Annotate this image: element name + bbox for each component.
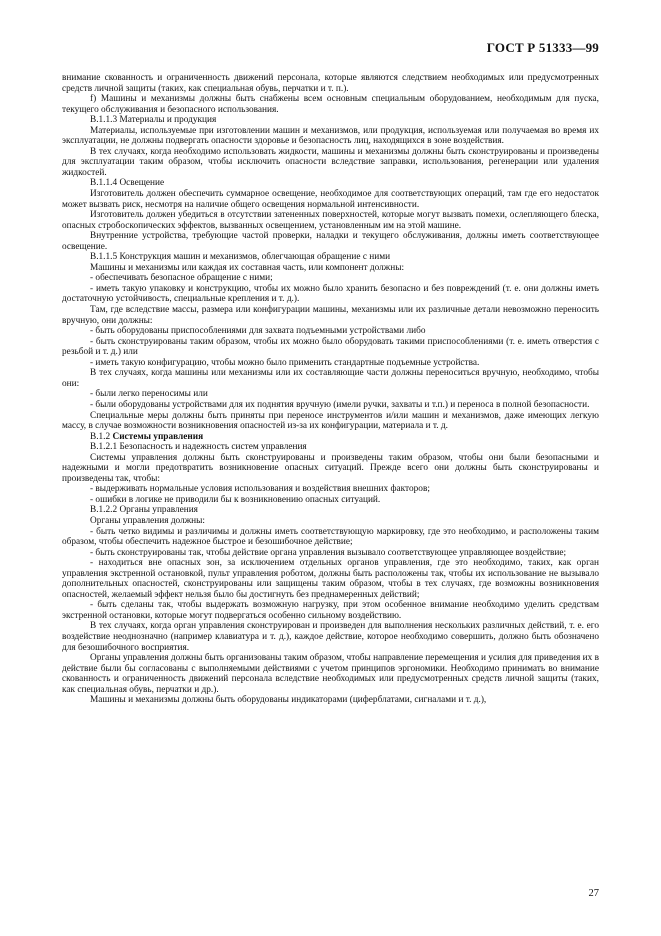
paragraph: - быть сделаны так, чтобы выдержать возможную нагрузку, при этом особенное внимание необходимо уделить средствам экстренной остановки, которые могут подвергаться особенно сильному воздействию.	[62, 600, 599, 621]
page-number: 27	[588, 888, 599, 899]
section-heading: Системы управления	[112, 431, 204, 442]
paragraph: Органы управления должны:	[90, 515, 205, 526]
paragraph: - иметь такую упаковку и конструкцию, чтобы их можно было хранить безопасно и без повреждений (т. е. они должны иметь достаточную устойчивость, специальные крепления и т. д.).	[62, 283, 599, 305]
paragraph: B.1.1.5 Конструкция машин и механизмов, облегчающая обращение с ними	[90, 252, 391, 263]
paragraph: В.1.2.2 Органы управления	[90, 505, 198, 516]
paragraph: Машины и механизмы или каждая их составная часть, или компонент должны:	[90, 262, 405, 273]
paragraph: - быть четко видимы и различимы и должны иметь соответствующую маркировку, где это необходимо, и расположены таким образом, чтобы обеспечить надежное быстрое и безошибочное действие;	[62, 526, 599, 548]
paragraph: Специальные меры должны быть приняты при переносе инструментов и/или машин и механизмов, даже имеющих легкую массу, в случае возможности возникновения опасностей из-за их конфигурации, материала и т. д.	[62, 410, 599, 432]
paragraph: - находиться вне опасных зон, за исключением отдельных органов управления, где это необходимо, таких, как орган управления экстренной остановкой, пульт управления роботом, должны быть расположены так, чтобы их использование не вызывало дополнительных опасностей, сконструированы или защищены таким образом, чтобы в тех случаях, где возможны возникновения опасностей, желаемый эффект нельзя было бы достигнуть без преднамеренных действий;	[62, 558, 599, 600]
paragraph: В тех случаях, когда необходимо использовать жидкости, машины и механизмы должны быть сконструированы и произведены для эксплуатации таким образом, чтобы исключить опасности вследствие заправки, использования, регенерации или удаления жидкостей.	[62, 146, 599, 178]
paragraph: Изготовитель должен обеспечить суммарное освещение, необходимое для соответствующих операций, там где его недостаток может вызвать риск, несмотря на наличие общего освещения нормальной интенсивности.	[62, 189, 599, 210]
paragraph: Там, где вследствие массы, размера или конфигурации машины, механизмы или их различные детали невозможно переносить вручную, они должны:	[62, 305, 599, 326]
paragraph: Материалы, используемые при изготовлении машин и механизмов, или продукция, используемая или получаемая во время их эксплуатации, не должны подвергать опасности здоровье и безопасность лиц, находящихся в зоне воздействия.	[62, 125, 599, 147]
paragraph: Изготовитель должен убедиться в отсутствии затененных поверхностей, которые могут вызвать помехи, ослепляющего блеска, опасных стробоскопических эффектов, вызванных освещением, установленным им на этой машине.	[62, 210, 599, 231]
paragraph: - быть сконструированы таким образом, чтобы их можно было оборудовать такими приспособлениями (т. е. иметь отверстия с резьбой и т. д.) или	[62, 336, 599, 358]
paragraph: - были легко переносимы или	[90, 389, 208, 400]
paragraph: - иметь такую конфигурацию, чтобы можно было применить стандартные подъемные устройства.	[90, 357, 480, 368]
paragraph: - обеспечивать безопасное обращение с ними;	[90, 273, 273, 284]
paragraph: - выдерживать нормальные условия использования и воздействия внешних факторов;	[90, 484, 430, 495]
paragraph: - быть сконструированы так, чтобы действие органа управления вызывало соответствующее управляющее воздействие;	[90, 547, 567, 558]
paragraph: Машины и механизмы должны быть оборудованы индикаторами (циферблатами, сигналами и т. д.),	[90, 695, 487, 706]
paragraph: Внутренние устройства, требующие частой проверки, наладки и текущего обслуживания, должны иметь соответствующее освещение.	[62, 231, 599, 252]
page-header-doc-code: ГОСТ Р 51333—99	[486, 40, 599, 55]
paragraph: B.1.1.3 Материалы и продукция	[90, 115, 217, 126]
paragraph: В тех случаях, когда орган управления сконструирован и произведен для выполнения нескольких различных действий, т. е. его воздействие неоднозначно (например клавиатура и т. д.), каждое действие, которое необходимо совершить, должно быть обозначено для безошибочного восприятия.	[62, 621, 599, 653]
paragraph: внимание скованность и ограниченность движений персонала, которые являются следствием необходимых или предусмотренных средств личной защиты (таких, как специальная обувь, перчатки и т. п.).	[62, 73, 599, 94]
paragraph: Системы управления должны быть сконструированы и произведены таким образом, чтобы они были безопасными и надежными и могли предотвратить возникновение опасных ситуаций. Прежде всего они должны быть сконструированы и произведены так, чтобы:	[62, 452, 599, 484]
paragraph: - ошибки в логике не приводили бы к возникновению опасных ситуаций.	[90, 494, 381, 505]
paragraph	[62, 432, 599, 443]
paragraph: В тех случаях, когда машины или механизмы или их составляющие части должны переноситься вручную, необходимо, чтобы они:	[62, 368, 599, 389]
paragraph: Органы управления должны быть организованы таким образом, чтобы направление перемещения и усилия для приведения их в действие были бы согласованы с выполняемыми действиями с учетом принципов эргономики. Необходимо принимать во внимание скованность и ограниченность движений персонала вследствие необходимых или предусмотренных средств личной защиты (таких, как специальная обувь, перчатки и др.).	[62, 653, 599, 695]
body-text	[62, 73, 599, 706]
paragraph: - быть оборудованы приспособлениями для захвата подъемными устройствами либо	[90, 326, 426, 337]
paragraph: В.1.2.1 Безопасность и надежность систем управления	[90, 442, 307, 453]
paragraph: f) Машины и механизмы должны быть снабжены всем основным специальным оборудованием, необходимым для пуска, текущего обслуживания и безопасного использования.	[62, 94, 599, 115]
section-number: В.1.2	[90, 431, 113, 442]
paragraph: B.1.1.4 Освещение	[90, 178, 165, 189]
paragraph: - были оборудованы устройствами для их поднятия вручную (имели ручки, захваты и т.п.) и переноса в полной безопасности.	[90, 399, 590, 410]
